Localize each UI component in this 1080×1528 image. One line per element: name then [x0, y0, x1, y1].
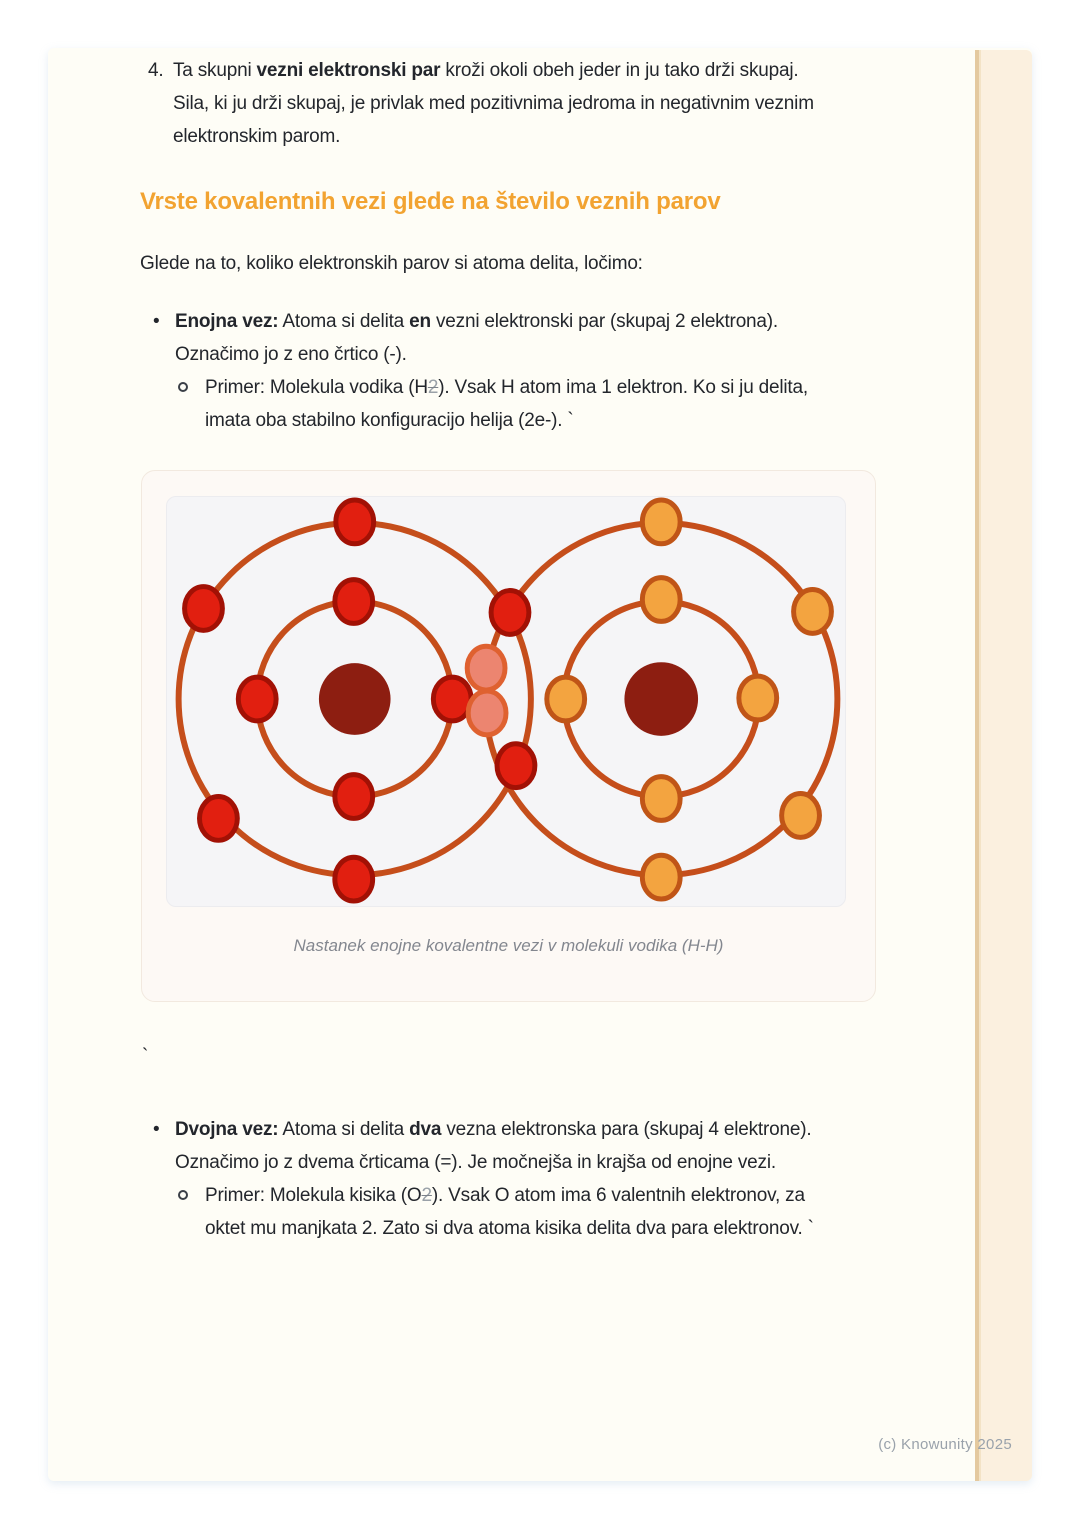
bond-type-list: [140, 305, 908, 437]
single-bond-text: [175, 305, 823, 371]
numbered-item-4: [140, 54, 908, 153]
numbered-item-text: [173, 54, 823, 153]
double-bond-term: Dvojna vez:: [175, 1119, 279, 1140]
item4-seg2: kroži okoli obeh jeder in ju tako drži skupaj. Sila, ki ju drži skupaj, je privlak med pozitivnima jedroma in negativnim veznim elektronskim parom.: [173, 60, 814, 147]
hollow-bullet-icon: [178, 1190, 188, 1200]
list-item-single-bond: [145, 305, 908, 371]
atom-diagram-svg: [167, 497, 845, 906]
double-bond-bold: dva: [409, 1119, 442, 1140]
o2-example-text: [205, 1179, 825, 1245]
single-bond-seg1: Atoma si delita: [278, 311, 410, 332]
copyright-footer: (c) Knowunity 2025: [878, 1436, 1012, 1453]
double-bond-seg2: vezna elektronska para (skupaj 4 elektrone). Označimo jo z dvema črticama (=). Je močnejša in krajša od enojne vezi.: [175, 1119, 812, 1173]
bond-type-list-continued: [140, 1113, 908, 1245]
o2-seg2: ). Vsak O atom ima 6 valentnih elektronov, za oktet mu manjkata 2. Zato si dva atoma kisika delita dva para elektronov. `: [205, 1185, 814, 1239]
figure-card: [141, 470, 876, 1002]
single-bond-term: Enojna vez:: [175, 311, 279, 332]
item4-seg1: Ta skupni: [173, 60, 257, 81]
h2-example-text: [205, 371, 825, 437]
o2-subscript-strike: 2: [421, 1185, 432, 1206]
page-edge-strip: [975, 50, 1032, 1481]
o2-seg1: Primer: Molekula kisika (O: [205, 1185, 422, 1206]
section-heading: Vrste kovalentnih vezi glede na število veznih parov: [140, 188, 721, 215]
note-page: [48, 48, 1032, 1481]
stray-backtick: `: [142, 1046, 149, 1067]
list-number: 4.: [148, 60, 164, 81]
single-bond-seg2: vezni elektronski par (skupaj 2 elektrona). Označimo jo z eno črtico (-).: [175, 311, 778, 365]
list-item-double-bond: [145, 1113, 908, 1179]
sub-item-o2-example: [178, 1179, 908, 1245]
bullet-icon: •: [153, 1119, 160, 1140]
sub-item-h2-example: [178, 371, 908, 437]
figure-image-panel: [166, 496, 846, 907]
bullet-icon: •: [153, 311, 160, 332]
intro-paragraph: Glede na to, koliko elektronskih parov si atoma delita, ločimo:: [140, 253, 643, 274]
h2-seg1: Primer: Molekula vodika (H: [205, 377, 428, 398]
h2-subscript-strike: 2: [427, 377, 439, 398]
double-bond-seg1: Atoma si delita: [278, 1119, 410, 1140]
double-bond-text: [175, 1113, 823, 1179]
item4-bold: vezni elektronski par: [256, 60, 441, 81]
h2-seg2: ). Vsak H atom ima 1 elektron. Ko si ju delita, imata oba stabilno konfiguracijo helija (2e-). `: [205, 377, 808, 431]
page-content: [48, 48, 908, 1245]
figure-caption: Nastanek enojne kovalentne vezi v molekuli vodika (H-H): [293, 936, 724, 955]
single-bond-bold: en: [409, 311, 431, 332]
hollow-bullet-icon: [178, 382, 188, 392]
